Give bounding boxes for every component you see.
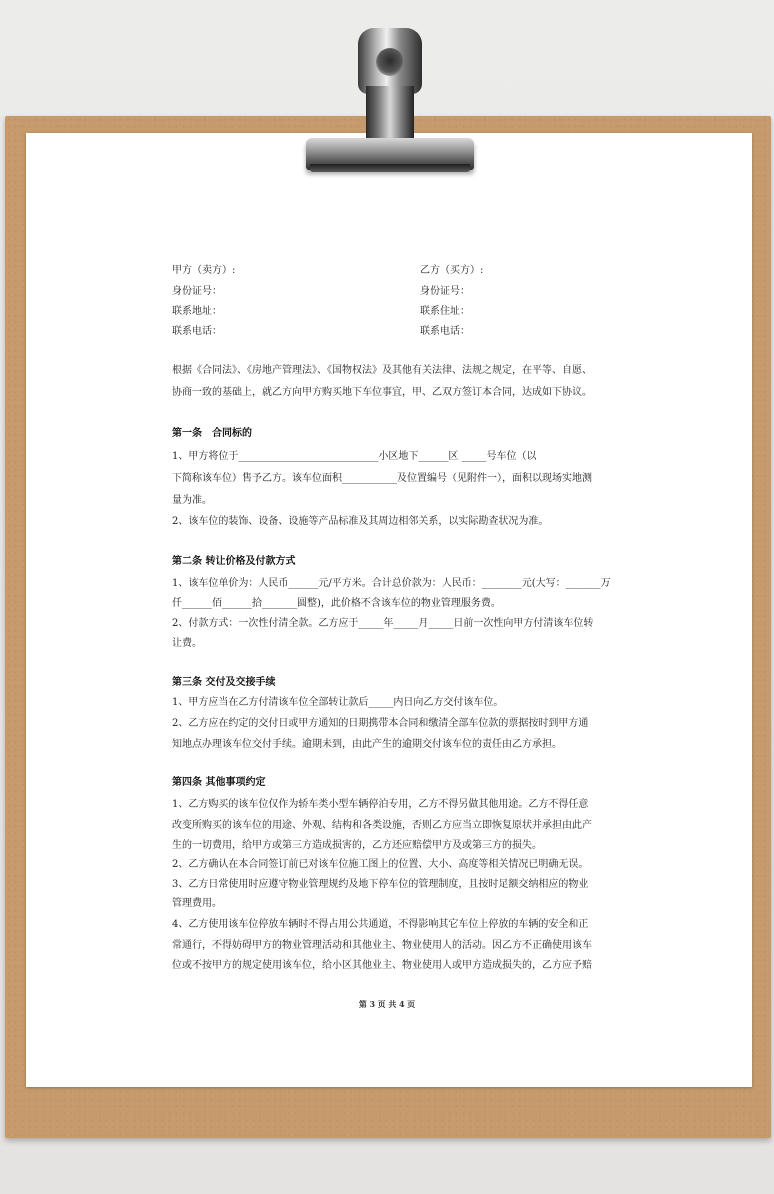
article-2-line: 让费。 — [172, 638, 202, 649]
party-a-name: 甲方（卖方）: — [172, 265, 236, 276]
preamble-line: 根据《合同法》、《房地产管理法》、《国物权法》及其他有关法律、法规之规定，在平等、自愿、 — [172, 365, 592, 376]
party-b-address: 联系住址： — [420, 306, 470, 317]
party-a-phone: 联系电话： — [172, 326, 222, 337]
article-3-line: 知地点办理该车位交付手续。逾期未到，由此产生的逾期交付该车位的责任由乙方承担。 — [172, 739, 562, 750]
binder-clip-hole — [376, 48, 404, 76]
article-3-line: 1、甲方应当在乙方付清该车位全部转让款后_____内日向乙方交付该车位。 — [172, 697, 504, 708]
article-4-line: 管理费用。 — [172, 898, 222, 909]
party-b-name: 乙方（买方）: — [420, 265, 484, 276]
article-1-line: 下简称该车位）售予乙方。该车位面积___________及位置编号（见附件一），面积以现场实地测 — [172, 473, 592, 484]
page-number — [0, 999, 774, 1010]
party-a-address: 联系地址： — [172, 306, 222, 317]
article-4-line: 3、乙方日常使用时应遵守物业管理规约及地下停车位的管理制度，且按时足额交纳相应的物业 — [172, 879, 589, 890]
page-mid: 页 共 — [377, 999, 397, 1009]
page-suffix: 页 — [407, 999, 416, 1009]
binder-clip-arm — [366, 86, 414, 144]
article-4-line: 2、乙方确认在本合同签订前已对该车位施工图上的位置、大小、高度等相关情况已明确无误。 — [172, 859, 589, 870]
article-1-line: 1、甲方将位于____________________________小区地下______区 _____号车位（以 — [172, 451, 537, 462]
party-b-phone: 联系电话： — [420, 326, 470, 337]
party-a-id: 身份证号： — [172, 286, 222, 297]
article-4-line: 改变所购买的该车位的用途、外观、结构和各类设施，否则乙方应当立即恢复原状并承担由此产 — [172, 820, 592, 831]
article-2-title: 第二条 转让价格及付款方式 — [172, 556, 296, 567]
article-4-line: 常通行，不得妨碍甲方的物业管理活动和其他业主、物业使用人的活动。因乙方不正确使用该车 — [172, 940, 592, 951]
page-prefix: 第 — [358, 999, 367, 1009]
article-3-title: 第三条 交付及交接手续 — [172, 677, 276, 688]
article-4-line: 生的一切费用，给甲方或第三方造成损害的，乙方还应赔偿甲方及或第三方的损失。 — [172, 840, 542, 851]
article-4-line: 位或不按甲方的规定使用该车位，给小区其他业主、物业使用人或甲方造成损失的，乙方应予赔 — [172, 960, 592, 971]
page-total: 4 — [398, 999, 405, 1009]
article-1-line: 量为准。 — [172, 495, 212, 506]
page-current: 3 — [369, 999, 376, 1009]
article-2-line: 1、该车位单价为：人民币______元/平方米。合计总价款为：人民币：________元(大写：_______万 — [172, 578, 611, 589]
preamble-line: 协商一致的基础上，就乙方向甲方购买地下车位事宜，甲、乙双方签订本合同，达成如下协议。 — [172, 387, 592, 398]
article-2-line: 仟______佰______拾_______圆整)，此价格不含该车位的物业管理服务费。 — [172, 598, 501, 609]
article-4-line: 4、乙方使用该车位停放车辆时不得占用公共通道，不得影响其它车位上停放的车辆的安全和正 — [172, 919, 589, 930]
article-3-line: 2、乙方应在约定的交付日或甲方通知的日期携带本合同和缴清全部车位款的票据按时到甲方通 — [172, 718, 589, 729]
binder-clip-edge — [310, 164, 470, 172]
article-1-title: 第一条 合同标的 — [172, 428, 252, 439]
article-1-line: 2、该车位的装饰、设备、设施等产品标准及其周边相邻关系，以实际勘查状况为准。 — [172, 516, 549, 527]
article-2-line: 2、付款方式：一次性付清全款。乙方应于_____年_____月_____日前一次性向甲方付清该车位转 — [172, 618, 594, 629]
party-b-id: 身份证号： — [420, 286, 470, 297]
article-4-line: 1、乙方购买的该车位仅作为轿车类小型车辆停泊专用，乙方不得另做其他用途。乙方不得任意 — [172, 799, 589, 810]
article-4-title: 第四条 其他事项约定 — [172, 777, 266, 788]
